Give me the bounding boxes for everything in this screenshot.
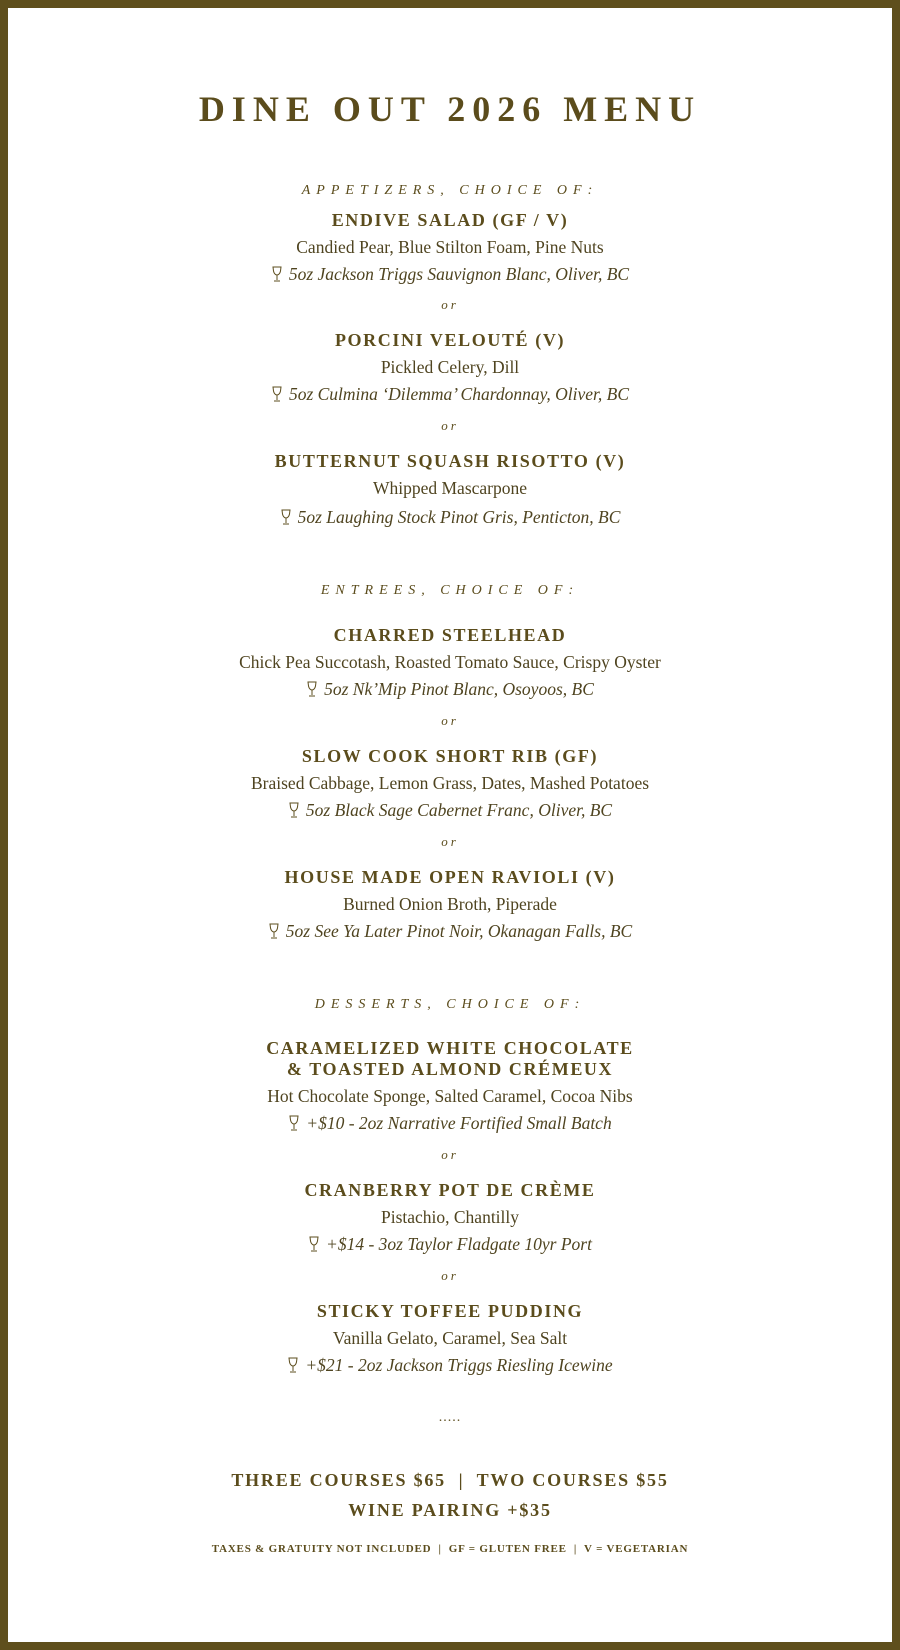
wine-glass-icon	[288, 802, 300, 818]
wine-pairing-text: +$14 - 3oz Taylor Fladgate 10yr Port	[326, 1234, 592, 1254]
dish-name: STICKY TOFFEE PUDDING	[316, 1301, 584, 1321]
or-separator: or	[441, 834, 459, 849]
dish-description: Candied Pear, Blue Stilton Foam, Pine Nuts	[296, 237, 604, 257]
dish-name: CHARRED STEELHEAD	[333, 625, 567, 645]
or-separator: or	[441, 713, 459, 728]
wine-pairing-text: 5oz Black Sage Cabernet Franc, Oliver, BC	[305, 800, 613, 820]
or-separator: or	[441, 297, 459, 312]
wine-pairing-text: 5oz Laughing Stock Pinot Gris, Penticton, BC	[297, 507, 621, 527]
dish-description: Whipped Mascarpone	[372, 478, 528, 498]
footnote: TAXES & GRATUITY NOT INCLUDED | GF = GLUTEN FREE | V = VEGETARIAN	[211, 1543, 689, 1555]
wine-pairing	[8, 1355, 892, 1376]
dish-description: Pistachio, Chantilly	[380, 1207, 520, 1227]
wine-glass-icon	[280, 509, 292, 525]
dish-description: Chick Pea Succotash, Roasted Tomato Sauce, Crispy Oyster	[239, 652, 661, 672]
entrees-heading: ENTREES, CHOICE OF:	[320, 583, 580, 598]
dish-description: Vanilla Gelato, Caramel, Sea Salt	[332, 1328, 568, 1348]
dish-name: PORCINI VELOUTÉ (V)	[334, 330, 566, 350]
or-separator: or	[441, 418, 459, 433]
divider-dots: .....	[438, 1410, 462, 1425]
wine-pairing-price: WINE PAIRING +$35	[348, 1500, 552, 1520]
wine-glass-icon	[288, 1115, 300, 1131]
dish-description: Pickled Celery, Dill	[380, 357, 520, 377]
appetizers-heading: APPETIZERS, CHOICE OF:	[301, 183, 599, 198]
wine-glass-icon	[268, 923, 280, 939]
wine-glass-icon	[271, 386, 283, 402]
dish-description: Braised Cabbage, Lemon Grass, Dates, Mashed Potatoes	[250, 773, 650, 793]
dish-name	[8, 1038, 892, 1080]
wine-pairing-text: 5oz Jackson Triggs Sauvignon Blanc, Oliver, BC	[288, 264, 630, 284]
desserts-heading: DESSERTS, CHOICE OF:	[314, 997, 586, 1012]
wine-glass-icon	[271, 266, 283, 282]
wine-pairing	[8, 384, 892, 405]
dish-name: ENDIVE SALAD (GF / V)	[331, 210, 569, 230]
wine-pairing	[8, 921, 892, 942]
wine-pairing	[8, 1234, 892, 1255]
wine-pairing	[8, 507, 892, 528]
or-separator: or	[441, 1147, 459, 1162]
dish-description: Hot Chocolate Sponge, Salted Caramel, Cocoa Nibs	[267, 1086, 633, 1106]
dish-name-line: & TOASTED ALMOND CRÉMEUX	[286, 1059, 614, 1079]
dish-name: CRANBERRY POT DE CRÈME	[304, 1180, 596, 1200]
dish-name-line: CARAMELIZED WHITE CHOCOLATE	[266, 1038, 634, 1058]
wine-pairing-text: 5oz Nk’Mip Pinot Blanc, Osoyoos, BC	[324, 679, 594, 699]
wine-pairing	[8, 1113, 892, 1134]
wine-pairing	[8, 264, 892, 285]
course-pricing: THREE COURSES $65 | TWO COURSES $55	[231, 1470, 669, 1490]
wine-glass-icon	[287, 1357, 299, 1373]
or-separator: or	[441, 1268, 459, 1283]
dish-name: BUTTERNUT SQUASH RISOTTO (V)	[274, 451, 626, 471]
wine-pairing	[8, 679, 892, 700]
dish-name: HOUSE MADE OPEN RAVIOLI (V)	[284, 867, 616, 887]
wine-pairing-text: 5oz See Ya Later Pinot Noir, Okanagan Falls, BC	[285, 921, 633, 941]
dish-name: SLOW COOK SHORT RIB (GF)	[301, 746, 599, 766]
wine-pairing-text: +$21 - 2oz Jackson Triggs Riesling Icewine	[305, 1355, 613, 1375]
dish-description: Burned Onion Broth, Piperade	[343, 894, 557, 914]
wine-pairing	[8, 800, 892, 821]
wine-glass-icon	[308, 1236, 320, 1252]
menu-title: DINE OUT 2026 MENU	[198, 89, 702, 129]
wine-glass-icon	[306, 681, 318, 697]
wine-pairing-text: 5oz Culmina ‘Dilemma’ Chardonnay, Oliver, BC	[288, 384, 630, 404]
wine-pairing-text: +$10 - 2oz Narrative Fortified Small Batch	[306, 1113, 612, 1133]
